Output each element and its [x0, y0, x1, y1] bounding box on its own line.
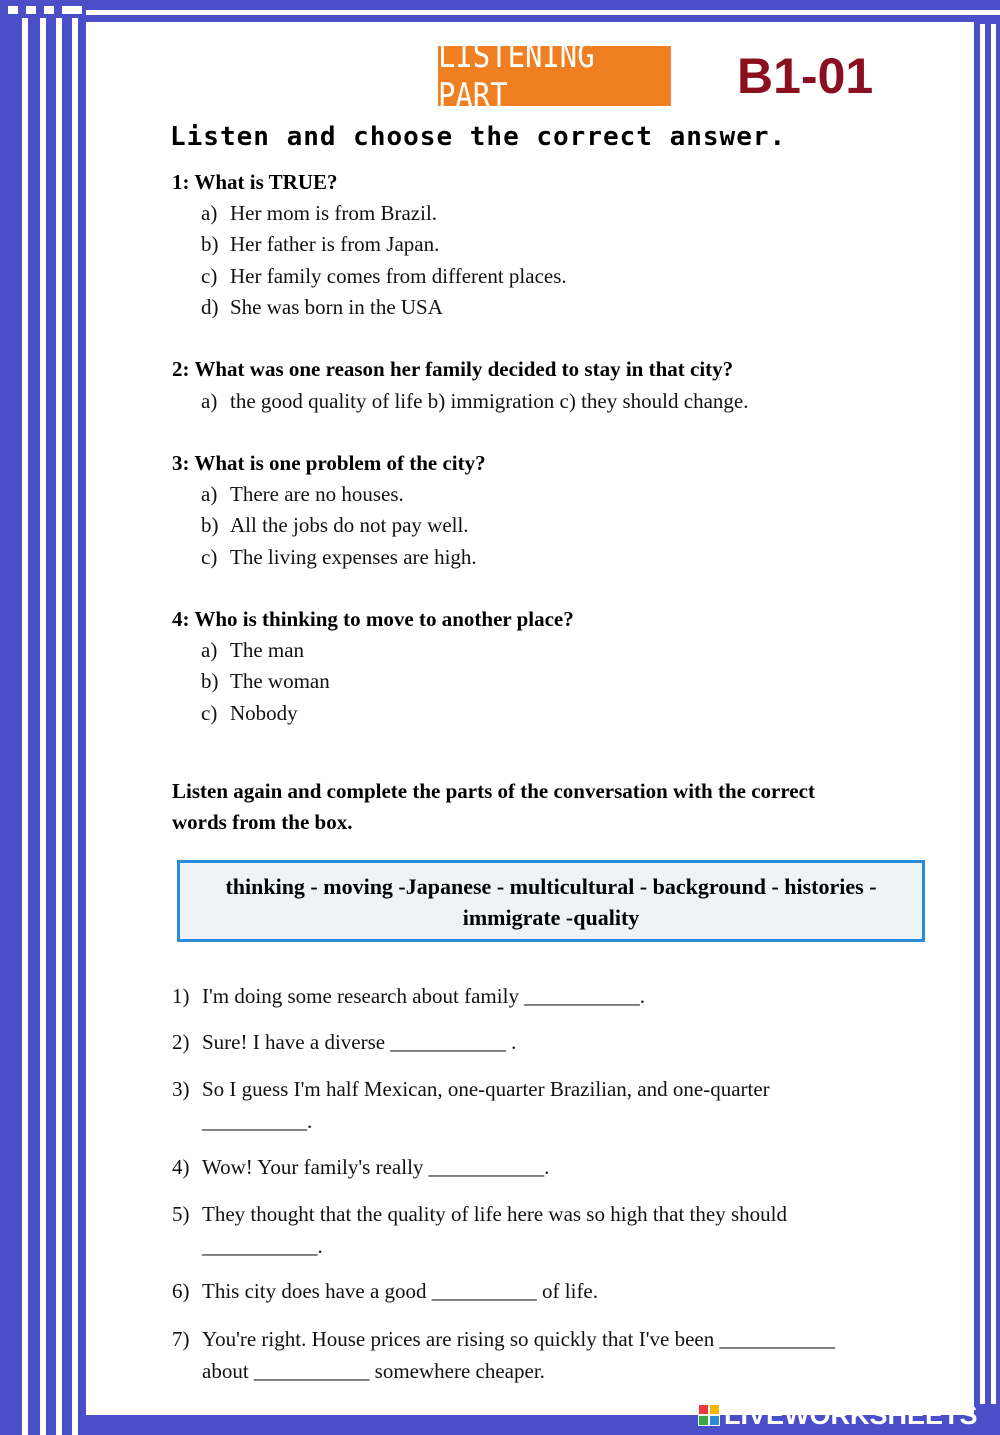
question-4-option-b[interactable]: b) The woman — [201, 669, 330, 693]
blank-item-6[interactable]: 6) This city does have a good __________ of life. — [172, 1279, 599, 1303]
question-1: 1: What is TRUE? — [172, 170, 338, 194]
blank-item-7[interactable]: 7) You're right. House prices are rising so quickly that I've been ___________ about ___________ somewhere cheaper. — [172, 1327, 835, 1383]
word-box — [177, 860, 925, 942]
liveworksheets-logo-text: LIVEWORKSHEETS — [724, 1399, 978, 1430]
question-3-option-c[interactable]: c) The living expenses are high. — [201, 545, 477, 569]
question-3-option-b[interactable]: b) All the jobs do not pay well. — [201, 513, 469, 537]
blank-item-1[interactable]: 1)I'm doing some research about family ___________. — [172, 984, 645, 1008]
liveworksheets-logo — [698, 1400, 978, 1430]
question-1-option-d[interactable]: d) She was born in the USA — [201, 295, 443, 319]
blank-item-5[interactable]: 5) They thought that the quality of life here was so high that they should ___________. — [172, 1202, 787, 1258]
blank-item-3[interactable]: 3) So I guess I'm half Mexican, one-quarter Brazilian, and one-quarter __________. — [172, 1077, 770, 1133]
question-2-options[interactable]: a) the good quality of life b) immigration c) they should change. — [201, 389, 749, 413]
question-4-option-a[interactable]: a) The man — [201, 638, 305, 662]
main-instruction: Listen and choose the correct answer. — [170, 122, 787, 152]
question-4-option-c[interactable]: c) Nobody — [201, 701, 298, 725]
question-1-option-c[interactable]: c) Her family comes from different places. — [201, 264, 567, 288]
blank-item-2[interactable]: 2) Sure! I have a diverse ___________ . — [172, 1030, 517, 1054]
question-3: 3: What is one problem of the city? — [172, 451, 486, 475]
question-1-option-a[interactable]: a) Her mom is from Brazil. — [201, 201, 438, 225]
question-4: 4: Who is thinking to move to another place? — [172, 607, 574, 631]
question-3-option-a[interactable]: a) There are no houses. — [201, 482, 404, 506]
header — [438, 36, 712, 116]
part-2-instruction: Listen again and complete the parts of the conversation with the correct words from the box. — [172, 779, 815, 834]
level-code: B1-01 — [737, 48, 874, 104]
word-box-text: thinking - moving -Japanese - multicultural - background - histories - immigrate -quality — [225, 874, 877, 930]
blank-item-4[interactable]: 4) Wow! Your family's really ___________. — [172, 1155, 550, 1179]
liveworksheets-logo-icon — [698, 1404, 720, 1426]
question-1-option-b[interactable]: b) Her father is from Japan. — [201, 232, 440, 256]
listening-part-badge: LISTENING PART — [438, 46, 671, 106]
question-2: 2: What was one reason her family decided to stay in that city? — [172, 357, 734, 381]
